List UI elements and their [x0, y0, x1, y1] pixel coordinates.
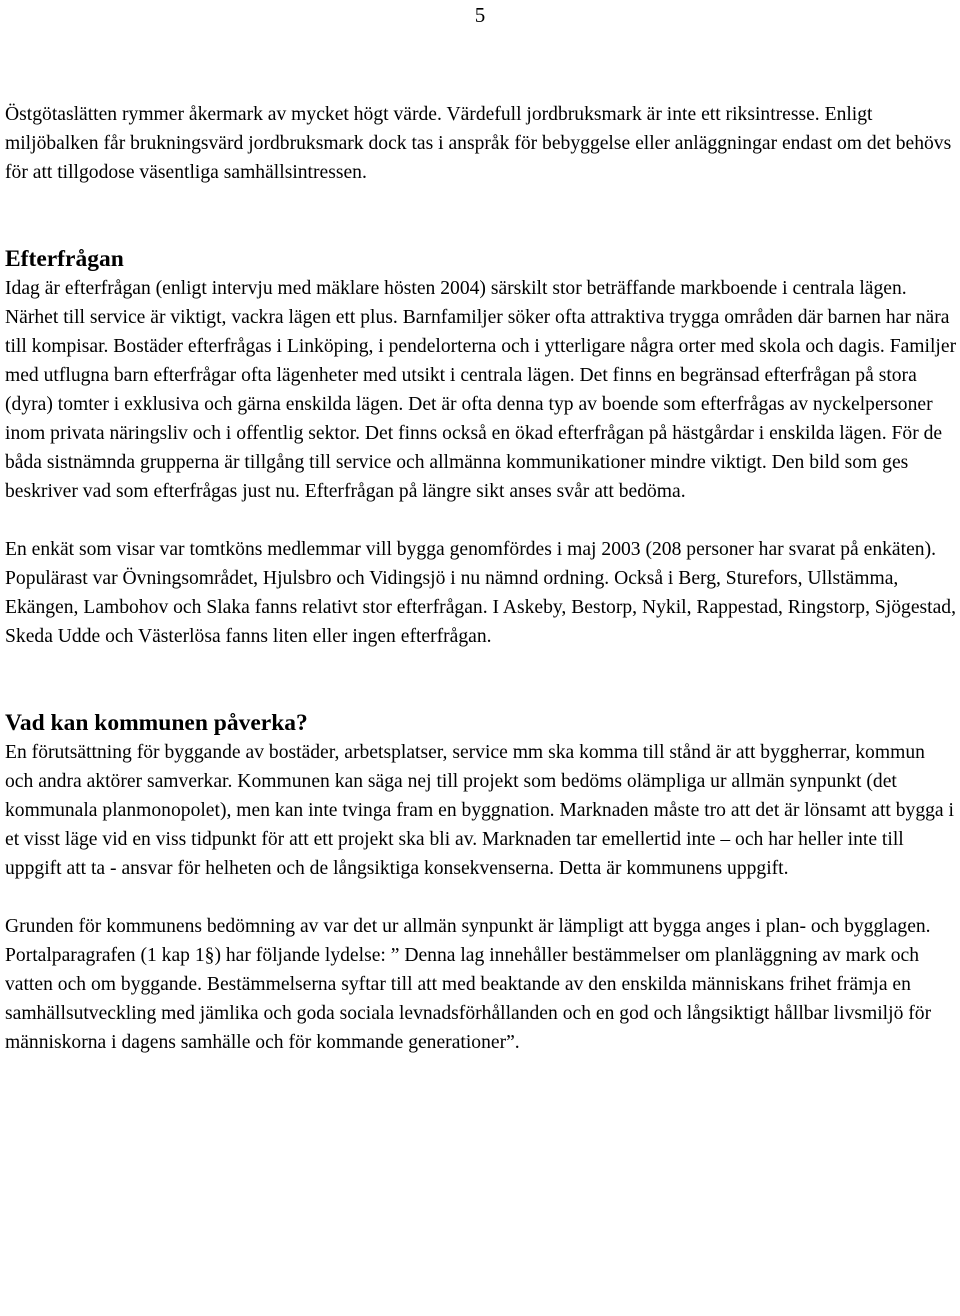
paragraph-enkat: En enkät som visar var tomtköns medlemmar vill bygga genomfördes i maj 2003 (208 personer har svarat på enkäten). Populärast var Övningsområdet, Hjulsbro och Vidingsjö i nu nämnd ordning. Också i Berg, Sturefors, Ullstämma, Ekängen, Lambohov och Slaka fanns relativt stor efterfrågan. I Askeby, Bestorp, Nykil, Rappestad, Ringstorp, Sjögestad, Skeda Udde och Västerlösa fanns liten eller ingen efterfrågan. [5, 539, 956, 647]
paragraph-efterfragan: Idag är efterfrågan (enligt intervju med mäklare hösten 2004) särskilt stor beträffande markboende i centrala lägen. Närhet till service är viktigt, vackra lägen ett plus. Barnfamiljer söker ofta attraktiva trygga områden där barnen har nära till kompisar. Bostäder efterfrågas i Linköping, i pendelorterna och i ytterligare några orter med skola och dagis. Familjer med utflugna barn efterfrågar ofta lägenheter med utsikt i centrala lägen. Det finns en begränsad efterfrågan på stora (dyra) tomter i exklusiva och gärna enskilda lägen. Det är ofta denna typ av boende som efterfrågas av nyckelpersoner inom privata näringsliv och i offentlig sektor. Det finns också en ökad efterfrågan på hästgårdar i enskilda lägen. För de båda sistnämnda grupperna är tillgång till service och allmänna kommunikationer mindre viktigt. Den bild som ges beskriver vad som efterfrågas just nu. Efterfrågan på längre sikt anses svår att bedöma. [5, 278, 957, 502]
paragraph-jordbruksmark: Östgötaslätten rymmer åkermark av mycket högt värde. Värdefull jordbruksmark är inte ett riksintresse. Enligt miljöbalken får brukningsvärd jordbruksmark dock tas i anspråk för bebyggelse eller anläggningar endast om det behövs för att tillgodose väsentliga samhällsintressen. [5, 104, 952, 183]
paragraph-forutsattning: En förutsättning för byggande av bostäder, arbetsplatser, service mm ska komma till stånd är att byggherrar, kommun och andra aktörer samverkar. Kommunen kan säga nej till projekt som bedöms olämpliga ur allmän synpunkt (det kommunala planmonopolet), men kan inte tvinga fram en byggnation. Marknaden måste tro att det är lönsamt att bygga i et visst läge vid en viss tidpunkt för att ett projekt ska bli av. Marknaden tar emellertid inte – och har heller inte till uppgift att ta - ansvar för helheten och de långsiktiga konsekvenserna. Detta är kommunens uppgift. [5, 742, 954, 879]
document-body [5, 100, 957, 1057]
paragraph-plan-och-bygglagen: Grunden för kommunens bedömning av var det ur allmän synpunkt är lämpligt att bygga anges i plan- och bygglagen. Portalparagrafen (1 kap 1§) har följande lydelse: ” Denna lag innehåller bestämmelser om planläggning av mark och vatten och om byggande. Bestämmelserna syftar till att med beaktande av den enskilda människans frihet främja en samhällsutveckling med jämlika och goda sociala levnadsförhållanden och en god och långsiktigt hållbar livsmiljö för människorna i dagens samhälle och för kommande generationer”. [5, 916, 932, 1053]
heading-vad-kan-kommunen-paverka: Vad kan kommunen påverka? [5, 710, 308, 736]
page-number: 5 [474, 3, 486, 27]
heading-efterfragan: Efterfrågan [5, 246, 124, 272]
